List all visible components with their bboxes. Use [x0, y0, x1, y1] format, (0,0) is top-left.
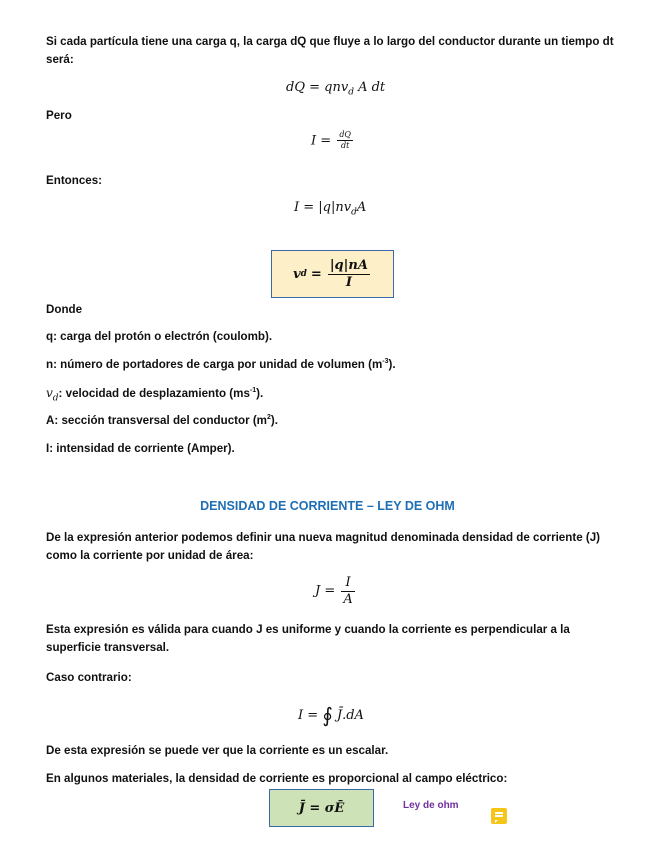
equation-density-num: I: [341, 576, 354, 592]
equation-current-num: dQ: [337, 131, 353, 141]
definition-q: q: carga del protón o electrón (coulomb).: [46, 330, 273, 343]
equation-current-den: dt: [340, 141, 350, 151]
equation-dq-lhs: dQ = qnv: [286, 80, 349, 95]
definition-n-exp: -3: [382, 358, 389, 366]
ohm-law-equation: J̄ = σĒ: [298, 800, 345, 816]
paragraph-donde: Donde: [46, 303, 83, 316]
definition-n-close: ).: [388, 358, 396, 371]
equation-current: [311, 131, 355, 151]
equation-current-fraction: [337, 131, 353, 151]
equation-dq: [286, 80, 386, 98]
section-heading: DENSIDAD DE CORRIENTE – LEY DE OHM: [200, 499, 455, 513]
equation-current-drift-sub: d: [351, 207, 357, 218]
equation-density-fraction: [341, 576, 354, 606]
definition-vd-text: : velocidad de desplazamiento (ms: [58, 387, 250, 400]
drift-velocity-lhs: v: [293, 266, 301, 282]
equation-current-drift-lhs: I = |q|nv: [294, 200, 352, 215]
drift-velocity-den: I: [345, 274, 352, 290]
paragraph-entonces: Entonces:: [46, 174, 103, 187]
drift-velocity-eq: =: [310, 266, 322, 282]
equation-density-lhs: J =: [315, 583, 336, 599]
definition-vd-symbol: v: [46, 386, 53, 400]
equation-integral-rhs: J̄.dA: [336, 708, 364, 723]
equation-integral: [298, 703, 364, 727]
equation-density-den: A: [343, 591, 353, 607]
equation-dq-sub: d: [348, 87, 354, 98]
equation-current-lhs: I =: [311, 133, 332, 149]
paragraph-charge: Si cada partícula tiene una carga q, la carga dQ que fluye a lo largo del conductor durante un tiempo dt será:: [46, 35, 614, 66]
definition-vd-exp: -1: [249, 387, 257, 395]
drift-velocity-fraction: [328, 259, 370, 289]
paragraph-density: De la expresión anterior podemos definir una nueva magnitud denominada densidad de corriente (J) como la corriente por unidad de área:: [46, 531, 601, 562]
paragraph-materiales: En algunos materiales, la densidad de corriente es proporcional al campo eléctrico:: [46, 772, 508, 785]
paragraph-escalar: De esta expresión se puede ver que la corriente es un escalar.: [46, 744, 389, 757]
definition-vd-close: ).: [256, 387, 264, 400]
equation-current-drift-rhs: A: [356, 200, 367, 215]
definition-a-close: ).: [270, 414, 278, 427]
paragraph-caso: Caso contrario:: [46, 671, 132, 684]
integral-icon: ∮: [322, 703, 333, 727]
definition-vd-symbol-sub: d: [52, 393, 59, 404]
definition-a-text: A: sección transversal del conductor (m: [46, 414, 267, 427]
definition-n: [46, 356, 616, 374]
ohm-law-box: [269, 789, 374, 827]
equation-integral-lhs: I =: [298, 708, 319, 723]
definition-a-exp: 2: [267, 414, 271, 422]
definition-a: [46, 412, 616, 430]
comment-icon[interactable]: [491, 808, 507, 824]
equation-density: [315, 576, 357, 606]
paragraph-pero: Pero: [46, 109, 72, 122]
definition-vd: [46, 384, 616, 403]
drift-velocity-box: v d = $\frac{|q|nA}{I}$: [271, 250, 394, 298]
definition-n-text: n: número de portadores de carga por unidad de volumen (m: [46, 358, 383, 371]
ohm-note: Ley de ohm: [403, 800, 459, 811]
definition-i: I: intensidad de corriente (Amper).: [46, 442, 235, 455]
drift-velocity-num: |q|nA: [329, 257, 368, 273]
equation-current-drift: [294, 200, 367, 218]
equation-dq-rhs: A dt: [358, 80, 386, 95]
paragraph-valid: Esta expresión es válida para cuando J es uniforme y cuando la corriente es perpendicular a la superficie transversal.: [46, 623, 570, 654]
